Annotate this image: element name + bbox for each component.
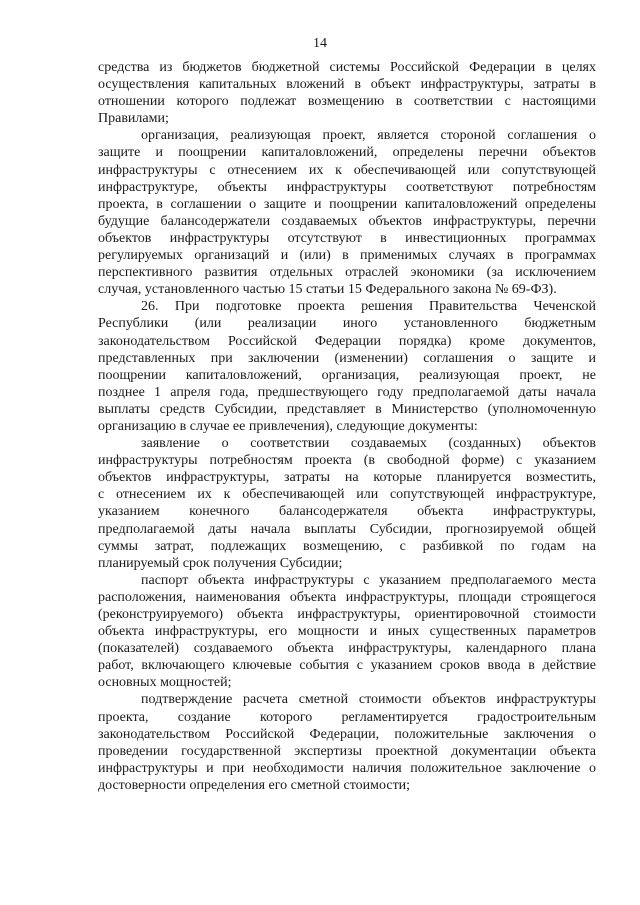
text-line: инфраструктуре, объекты инфраструктуры соответствуют потребностям (98, 179, 596, 195)
text-line: проекта, создание которого регламентируется градостроительным (98, 709, 596, 725)
text-line: средства из бюджетов бюджетной системы Российской Федерации в целях (98, 60, 596, 75)
text-line: выплаты средств Субсидии, представляет в Министерство (уполномоченную (98, 401, 596, 417)
text-line: поощрении капиталовложений, организация, реализующая проект, не (98, 367, 596, 383)
text-line: случая, установленного частью 15 статьи 15 Федерального закона № 69-ФЗ). (98, 282, 557, 298)
text-line: суммы затрат, подлежащих возмещению, с разбивкой по годам на (98, 538, 596, 554)
paragraph (98, 59, 596, 127)
text-line: будущие балансодержатели создаваемых объектов инфраструктуры, перечни (98, 213, 596, 229)
text-line: основных мощностей; (98, 675, 232, 691)
text-line: проекта, в соглашении о защите и поощрении капиталовложений определены (98, 196, 596, 212)
text-line: объекта инфраструктуры, его мощности и иных существенных параметров (98, 624, 596, 640)
text-line: перспективного развития отдельных отраслей экономики (за исключением (98, 265, 596, 281)
text-line: отношении которого подлежат возмещению в соответствии с настоящими (98, 94, 596, 110)
text-line: объектов инфраструктуры отсутствуют в инвестиционных программах (98, 230, 596, 246)
text-line: паспорт объекта инфраструктуры с указанием предполагаемого места (141, 572, 596, 588)
document-body (98, 59, 596, 794)
text-line: 26. При подготовке проекта решения Правительства Чеченской (141, 299, 596, 315)
page-number: 14 (313, 36, 327, 51)
text-line: законодательством Российской Федерации, положительные заключения о (98, 726, 596, 742)
text-line: достоверности определения его сметной стоимости; (98, 777, 411, 793)
text-line: организацию в случае ее привлечения), следующие документы: (98, 418, 478, 434)
text-line: представленных при заключении (изменении) соглашения о защите и (98, 350, 596, 366)
text-line: (реконструируемого) объекта инфраструктуры, ориентировочной стоимости (98, 607, 596, 622)
text-line: инфраструктуры потребностям проекта (в свободной форме) с указанием (98, 453, 596, 469)
text-line: (показателей) создаваемого объекта инфраструктуры, календарного плана (98, 641, 596, 657)
text-line: объектов инфраструктуры, затраты на которые планируется возместить, (98, 470, 596, 486)
text-line: осуществления капитальных вложений в объект инфраструктуры, затраты в (98, 77, 596, 93)
text-line: организация, реализующая проект, является стороной соглашения о (141, 128, 596, 144)
text-line: с отнесением их к обеспечивающей или сопутствующей инфраструктуре, (98, 487, 596, 503)
paragraph (98, 691, 596, 794)
text-line: инфраструктуры и при необходимости наличия положительное заключение о (98, 760, 596, 776)
text-line: защите и поощрении капиталовложений, определены перечни объектов (98, 145, 596, 161)
text-line: работ, включающего ключевые события с указанием сроков ввода в действие (98, 658, 596, 674)
paragraph (98, 435, 596, 572)
text-line: Республики (или реализации иного установленного бюджетным (98, 316, 596, 332)
text-line: указанием конечного балансодержателя объекта инфраструктуры, (98, 504, 596, 520)
text-line: регулируемых организаций и (или) в применимых случаях в программах (98, 248, 596, 264)
paragraph (98, 572, 596, 692)
text-line: законодательством Российской Федерации порядка) кроме документов, (98, 333, 596, 349)
paragraph (98, 127, 596, 298)
text-line: позднее 1 апреля года, предшествующего году предполагаемой даты начала (98, 384, 596, 400)
paragraph (98, 298, 596, 435)
text-line: заявление о соответствии создаваемых (созданных) объектов (141, 436, 596, 452)
text-line: расположения, наименования объекта инфраструктуры, площади строящегося (98, 589, 596, 605)
text-line: подтверждение расчета сметной стоимости объектов инфраструктуры (141, 692, 596, 708)
text-line: проведении государственной экспертизы проектной документации объекта (98, 743, 596, 759)
text-line: Правилами; (98, 111, 169, 127)
text-line: планируемый срок получения Субсидии; (98, 555, 343, 571)
text-line: предполагаемой даты начала выплаты Субсидии, прогнозируемой общей (98, 521, 596, 537)
text-line: инфраструктуры с отнесением их к обеспечивающей или сопутствующей (98, 162, 596, 178)
